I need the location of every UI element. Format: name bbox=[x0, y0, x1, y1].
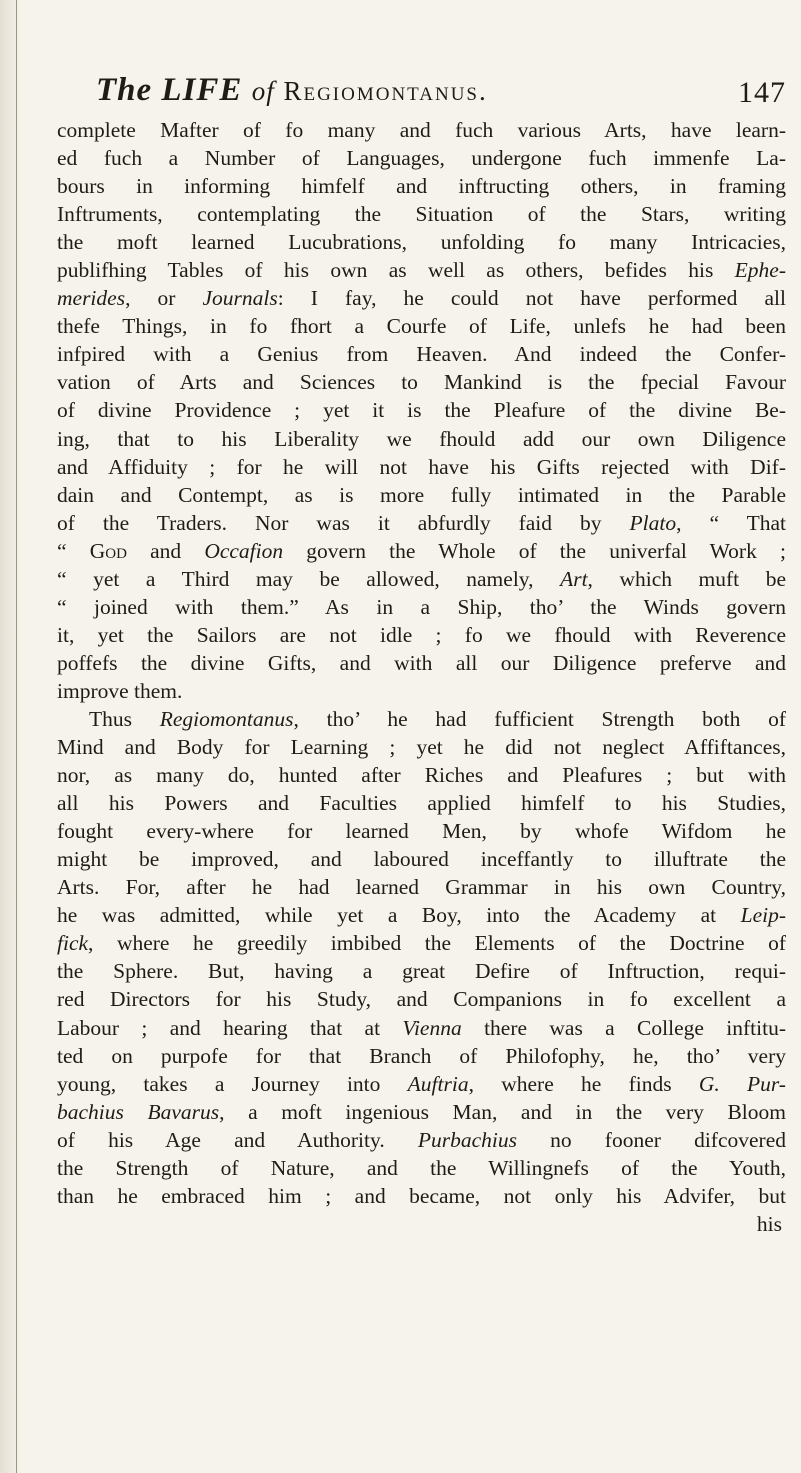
text-line bbox=[57, 1070, 786, 1098]
text-line bbox=[57, 761, 786, 789]
text-run: of his Age and Authority. bbox=[57, 1127, 418, 1152]
text-run: Regiomontanus bbox=[159, 706, 294, 731]
text-run: there was a College inftitu- bbox=[461, 1015, 786, 1040]
text-line bbox=[57, 1014, 786, 1042]
text-line bbox=[57, 677, 786, 705]
text-run: publifhing Tables of his own as well as others, befides his bbox=[57, 258, 735, 283]
text-run: Labour ; and hearing that at bbox=[57, 1015, 403, 1040]
text-run: the moft learned Lucubrations, unfolding fo many Intricacies, bbox=[57, 230, 786, 255]
text-run: all his Powers and Faculties applied himfelf to his Studies, bbox=[57, 791, 786, 816]
text-line bbox=[57, 649, 786, 677]
text-run: God bbox=[89, 538, 127, 563]
text-run: Plato bbox=[629, 510, 677, 535]
text-line bbox=[57, 425, 786, 453]
text-run: Vienna bbox=[402, 1015, 462, 1040]
text-line bbox=[57, 621, 786, 649]
text-line bbox=[57, 1098, 786, 1126]
text-run: bachius Bavarus bbox=[57, 1099, 220, 1124]
text-line bbox=[57, 817, 786, 845]
text-run: bours in informing himfelf and inftructing others, in framing bbox=[57, 174, 786, 199]
running-head-title bbox=[96, 72, 488, 109]
text-run: Occafion bbox=[204, 538, 284, 563]
text-line bbox=[57, 929, 786, 957]
text-line bbox=[57, 565, 786, 593]
text-line bbox=[57, 312, 786, 340]
text-line bbox=[57, 396, 786, 424]
running-head-of: of bbox=[251, 76, 275, 106]
text-run: and Affiduity ; for he will not have his Gifts rejected with Dif- bbox=[57, 454, 786, 479]
text-line bbox=[57, 481, 786, 509]
text-run: than he embraced him ; and became, not only his Advifer, but bbox=[57, 1183, 786, 1208]
text-line bbox=[57, 509, 786, 537]
text-run: the Strength of Nature, and the Willingnefs of the Youth, bbox=[57, 1155, 786, 1180]
text-run: , which muft be bbox=[587, 566, 786, 591]
text-run: vation of Arts and Sciences to Mankind is the fpecial Favour bbox=[57, 370, 786, 395]
text-run: Leip- bbox=[740, 903, 786, 928]
text-line bbox=[57, 1210, 786, 1238]
text-run: G. Pur- bbox=[698, 1071, 786, 1096]
text-run: “ joined with them.” As in a Ship, tho’ the Winds govern bbox=[57, 594, 786, 619]
text-run: , a moft ingenious Man, and in the very Bloom bbox=[219, 1099, 786, 1124]
text-line bbox=[57, 340, 786, 368]
text-line bbox=[57, 116, 786, 144]
text-run: Auftria bbox=[407, 1071, 469, 1096]
text-run: merides bbox=[57, 286, 126, 311]
text-run: no fooner difcovered bbox=[517, 1127, 786, 1152]
text-line bbox=[57, 985, 786, 1013]
text-run: , where he greedily imbibed the Elements of the Doctrine of bbox=[88, 931, 786, 956]
text-run: poffefs the divine Gifts, and with all our Diligence preferve and bbox=[57, 650, 786, 675]
body-text bbox=[57, 116, 786, 1238]
page-number: 147 bbox=[738, 76, 786, 109]
text-line bbox=[57, 172, 786, 200]
text-run: infpired with a Genius from Heaven. And indeed the Confer- bbox=[57, 342, 786, 367]
text-run: he was admitted, while yet a Boy, into the Academy at bbox=[57, 903, 741, 928]
text-run: : I fay, he could not have performed all bbox=[277, 286, 786, 311]
text-run: “ bbox=[57, 538, 90, 563]
text-run: , “ That bbox=[676, 510, 786, 535]
text-run: might be improved, and laboured inceffantly to illuftrate the bbox=[57, 847, 786, 872]
running-head-prefix: The LIFE bbox=[96, 72, 252, 108]
text-run: of the Traders. Nor was it abfurdly faid by bbox=[57, 510, 630, 535]
text-run: Mind and Body for Learning ; yet he did not neglect Affiftances, bbox=[57, 735, 786, 760]
text-run: ed fuch a Number of Languages, undergone fuch immenfe La- bbox=[57, 146, 786, 171]
text-run: dain and Contempt, as is more fully intimated in the Parable bbox=[57, 482, 786, 507]
text-line bbox=[57, 1042, 786, 1070]
text-line bbox=[57, 873, 786, 901]
gutter-rule bbox=[16, 0, 17, 1473]
text-run: young, takes a Journey into bbox=[57, 1071, 408, 1096]
text-line bbox=[57, 1182, 786, 1210]
text-run: his bbox=[756, 1211, 782, 1236]
text-run: Art bbox=[560, 566, 588, 591]
text-run: “ yet a Third may be allowed, namely, bbox=[57, 566, 561, 591]
text-run: fick bbox=[57, 931, 89, 956]
page-gutter bbox=[0, 0, 22, 1473]
text-run: Thus bbox=[89, 706, 160, 731]
text-run: and bbox=[126, 538, 205, 563]
text-line bbox=[57, 228, 786, 256]
text-line bbox=[57, 733, 786, 761]
running-head bbox=[96, 72, 786, 112]
running-head-name: Regiomontanus. bbox=[274, 76, 488, 106]
text-run: it, yet the Sailors are not idle ; fo we fhould with Reverence bbox=[57, 622, 786, 647]
text-run: Ephe- bbox=[734, 258, 786, 283]
text-run: red Directors for his Study, and Companions in fo excellent a bbox=[57, 987, 786, 1012]
text-line bbox=[57, 200, 786, 228]
text-line bbox=[57, 256, 786, 284]
text-run: ted on purpofe for that Branch of Philofophy, he, tho’ very bbox=[57, 1043, 786, 1068]
text-line bbox=[57, 453, 786, 481]
text-line bbox=[57, 705, 786, 733]
text-run: govern the Whole of the univerfal Work ; bbox=[283, 538, 786, 563]
text-run: Inftruments, contemplating the Situation of the Stars, writing bbox=[57, 202, 786, 227]
text-line bbox=[57, 957, 786, 985]
text-line bbox=[57, 845, 786, 873]
text-line bbox=[57, 789, 786, 817]
text-line bbox=[57, 1154, 786, 1182]
text-line bbox=[57, 901, 786, 929]
text-run: ing, that to his Liberality we fhould add our own Diligence bbox=[57, 426, 786, 451]
text-line bbox=[57, 537, 786, 565]
text-run: nor, as many do, hunted after Riches and Pleafures ; but with bbox=[57, 763, 786, 788]
text-run: fought every-where for learned Men, by whofe Wifdom he bbox=[57, 819, 786, 844]
text-run: , where he finds bbox=[468, 1071, 699, 1096]
text-line bbox=[57, 368, 786, 396]
text-run: thefe Things, in fo fhort a Courfe of Life, unlefs he had been bbox=[57, 314, 786, 339]
text-line bbox=[57, 144, 786, 172]
text-run: complete Mafter of fo many and fuch various Arts, have learn- bbox=[57, 118, 786, 142]
text-run: , or bbox=[125, 286, 203, 311]
text-line bbox=[57, 593, 786, 621]
text-run: , tho’ he had fufficient Strength both of bbox=[293, 706, 786, 731]
text-run: Purbachius bbox=[417, 1127, 517, 1152]
text-line bbox=[57, 284, 786, 312]
text-run: of divine Providence ; yet it is the Pleafure of the divine Be- bbox=[57, 398, 786, 423]
text-line bbox=[57, 1126, 786, 1154]
text-run: improve them. bbox=[57, 678, 183, 703]
text-run: Journals bbox=[202, 286, 278, 311]
text-run: the Sphere. But, having a great Defire of Inftruction, requi- bbox=[57, 959, 786, 984]
text-run: Arts. For, after he had learned Grammar in his own Country, bbox=[57, 875, 786, 900]
